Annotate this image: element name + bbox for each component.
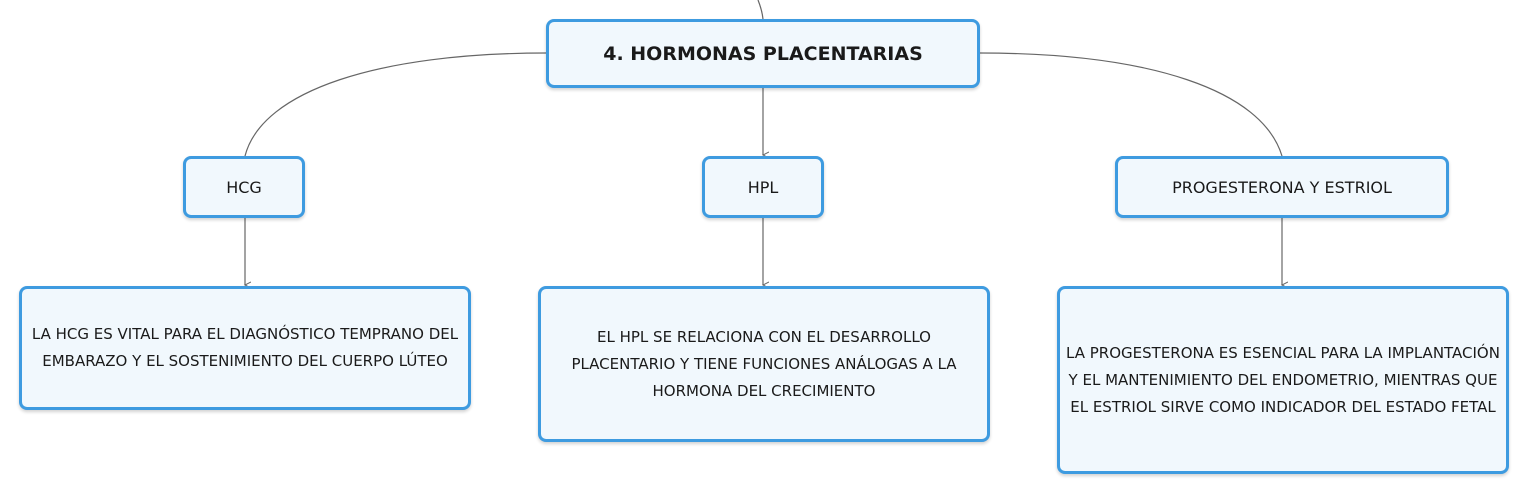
topic-label-hcg: HCG	[226, 177, 262, 197]
topic-label-progesterona-estriol: PROGESTERONA Y ESTRIOL	[1172, 177, 1392, 197]
detail-node-progesterona-estriol[interactable]	[1057, 286, 1509, 474]
topic-node-hpl[interactable]	[702, 156, 824, 218]
detail-text-hcg: LA HCG ES VITAL PARA EL DIAGNÓSTICO TEMPRANO DEL EMBARAZO Y EL SOSTENIMIENTO DEL CUERPO LÚTEO	[31, 325, 459, 370]
detail-text-hpl: EL HPL SE RELACIONA CON EL DESARROLLO PLACENTARIO Y TIENE FUNCIONES ANÁLOGAS A LA HORMONA DEL CRECIMIENTO	[571, 327, 957, 400]
connector-root-hcg	[245, 53, 546, 156]
root-topic-node[interactable]	[546, 19, 980, 88]
topic-node-hcg[interactable]	[183, 156, 305, 218]
detail-node-hpl[interactable]	[538, 286, 990, 442]
detail-text-progesterona-estriol: LA PROGESTERONA ES ESENCIAL PARA LA IMPLANTACIÓN Y EL MANTENIMIENTO DEL ENDOMETRIO, MIENTRAS QUE EL ESTRIOL SIRVE COMO INDICADOR DEL ESTADO FETAL	[1066, 343, 1500, 416]
detail-node-hcg[interactable]	[19, 286, 471, 410]
topic-label-hpl: HPL	[747, 177, 779, 197]
connector-root-progesterona	[980, 53, 1282, 156]
incoming-connector	[758, 0, 763, 19]
root-topic-title: 4. HORMONAS PLACENTARIAS	[603, 42, 923, 65]
topic-node-progesterona-estriol[interactable]	[1115, 156, 1449, 218]
